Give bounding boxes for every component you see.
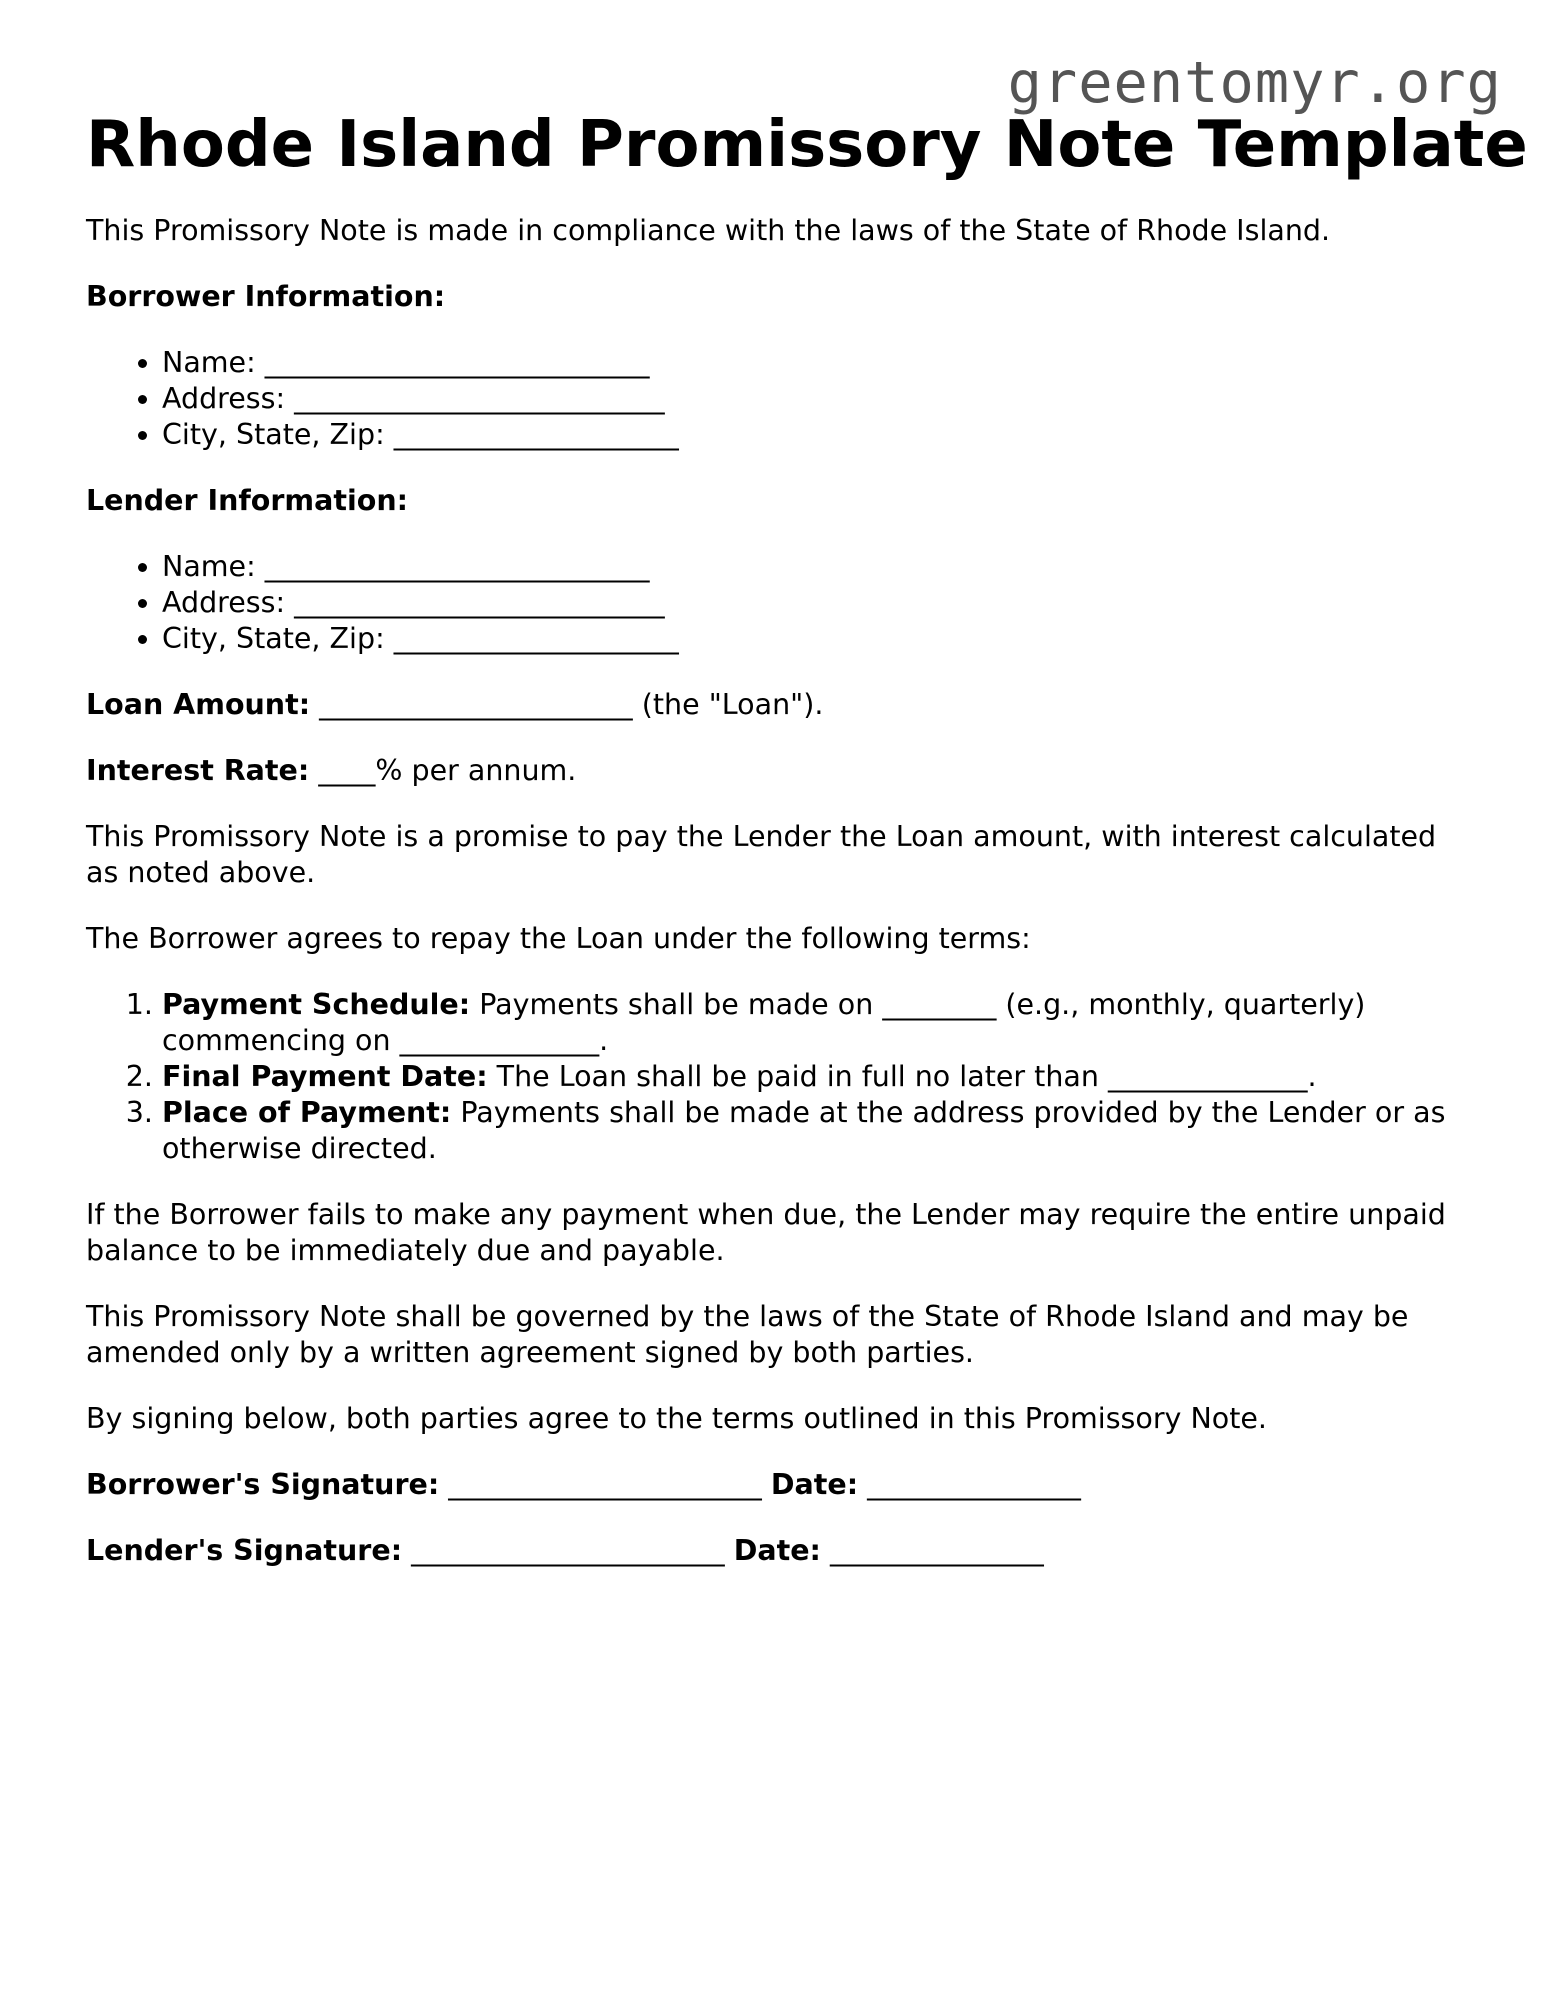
watermark: greentomyr.org [1007, 50, 1502, 116]
lender-name-field: • Name: ___________________________ [162, 549, 1486, 585]
page-title: Rhode Island Promissory Note Template [86, 108, 1528, 182]
lender-signature-label: Lender's Signature: [86, 1534, 403, 1567]
promise-paragraph: This Promissory Note is a promise to pay the Lender the Loan amount, with interest calculated as noted above. [86, 820, 1437, 889]
borrower-signature-line: Borrower's Signature: ______________________ Date: _______________ [86, 1468, 1081, 1501]
loan-amount-label: Loan Amount: [86, 688, 311, 721]
lender-city-state-zip-field: • City, State, Zip: ____________________ [162, 621, 1486, 657]
lender-info-list [86, 549, 1486, 657]
borrower-date-label: Date: [770, 1468, 859, 1501]
borrower-name-field: • Name: ___________________________ [162, 345, 1486, 381]
lender-heading: Lender Information: [86, 484, 409, 517]
borrower-address-field: • Address: __________________________ [162, 381, 1486, 417]
document-page [86, 102, 1528, 1569]
governing-law-clause: This Promissory Note shall be governed by the laws of the State of Rhode Island and may be amended only by a written agreement signed by both parties. [86, 1300, 1409, 1369]
terms-list [86, 987, 1542, 1167]
lender-signature-line: Lender's Signature: ______________________ Date: _______________ [86, 1534, 1044, 1567]
term-place-of-payment: 3. Place of Payment: Payments shall be made at the address provided by the Lender or as otherwise directed. [162, 1095, 1542, 1167]
term-payment-schedule: 1. Payment Schedule: Payments shall be made on ________ (e.g., monthly, quarterly) commencing on ______________. [162, 987, 1542, 1059]
loan-amount-line [86, 687, 1486, 723]
intro-paragraph: This Promissory Note is made in compliance with the laws of the State of Rhode Island. [86, 214, 1331, 247]
loan-amount-blank: ______________________ (the "Loan"). [310, 688, 824, 721]
borrower-heading: Borrower Information: [86, 280, 446, 313]
signing-clause: By signing below, both parties agree to the terms outlined in this Promissory Note. [86, 1402, 1267, 1435]
interest-rate-line [86, 753, 1486, 789]
borrower-city-state-zip-field: • City, State, Zip: ____________________ [162, 417, 1486, 453]
term-final-payment-date: 2. Final Payment Date: The Loan shall be paid in full no later than ______________. [162, 1059, 1542, 1095]
lender-address-field: • Address: __________________________ [162, 585, 1486, 621]
interest-rate-blank: ____% per annum. [309, 754, 577, 787]
interest-rate-label: Interest Rate: [86, 754, 310, 787]
borrower-info-list [86, 345, 1486, 453]
borrower-signature-label: Borrower's Signature: [86, 1468, 440, 1501]
terms-intro: The Borrower agrees to repay the Loan under the following terms: [86, 922, 1031, 955]
default-clause: If the Borrower fails to make any payment when due, the Lender may require the entire unpaid balance to be immediately due and payable. [86, 1198, 1446, 1267]
lender-date-label: Date: [733, 1534, 821, 1567]
